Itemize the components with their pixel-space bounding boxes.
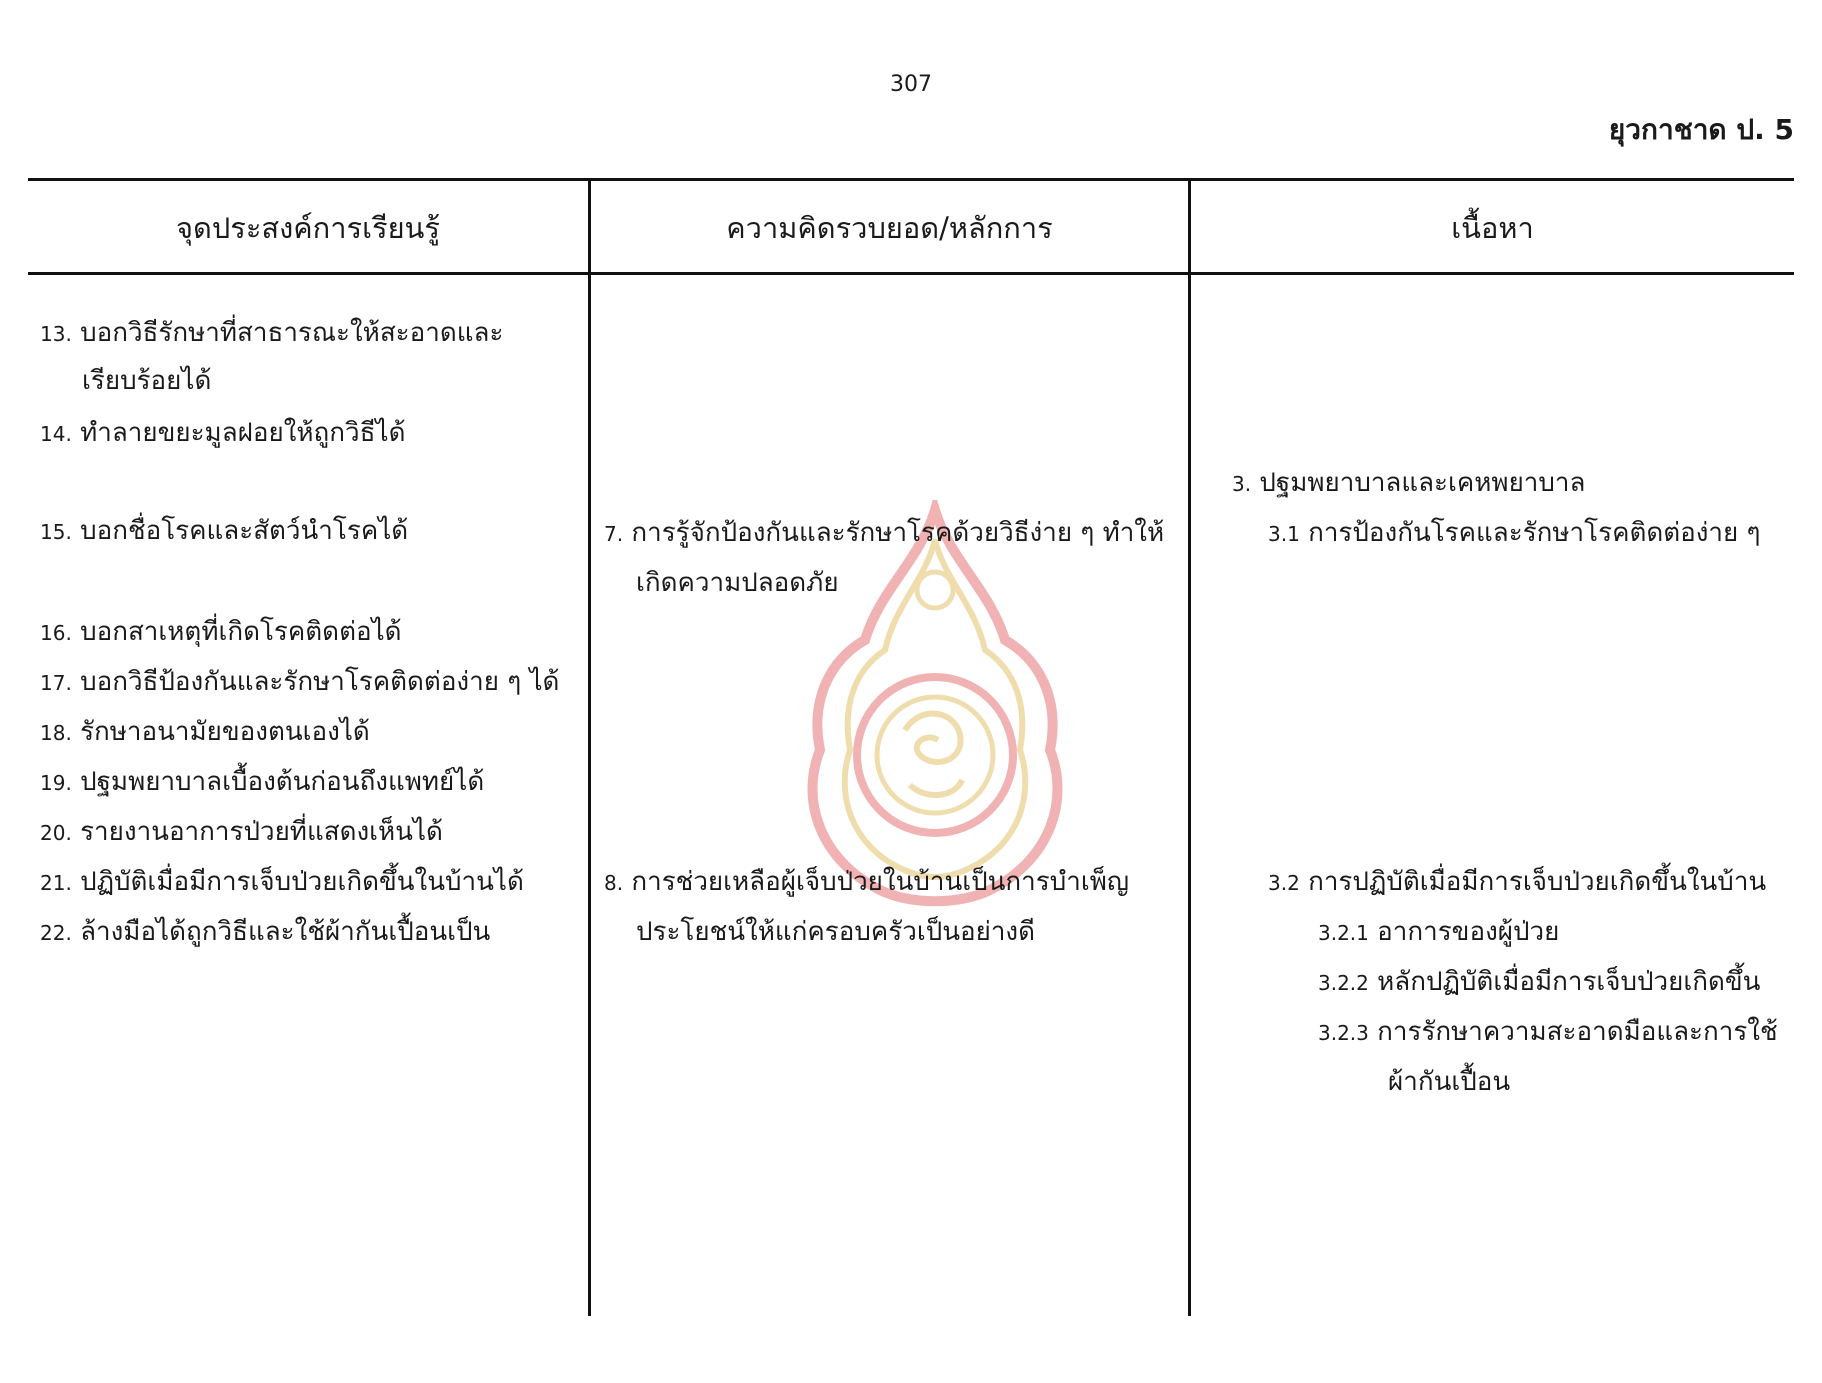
content-line: 3.2.2 หลักปฏิบัติเมื่อมีการเจ็บป่วยเกิดขึ้น [1318, 967, 1761, 997]
objective-line: 18. รักษาอนามัยของตนเองได้ [40, 717, 370, 747]
header-concepts: ความคิดรวบยอด/หลักการ [726, 211, 1053, 245]
page-number: 307 [890, 72, 932, 97]
concept-line: ประโยชน์ให้แก่ครอบครัวเป็นอย่างดี [636, 917, 1036, 947]
objective-line: 22. ล้างมือได้ถูกวิธีและใช้ผ้ากันเปื้อนเป็น [40, 917, 491, 947]
objective-line: 14. ทำลายขยะมูลฝอยให้ถูกวิธีได้ [40, 418, 406, 448]
table-header-rule [28, 272, 1794, 275]
concept-line: เกิดความปลอดภัย [636, 568, 839, 598]
seal-watermark [770, 500, 1100, 920]
subject-title: ยุวกาชาด ป. 5 [1608, 113, 1794, 146]
objective-line: 20. รายงานอาการป่วยที่แสดงเห็นได้ [40, 817, 443, 847]
header-objectives: จุดประสงค์การเรียนรู้ [176, 211, 440, 245]
objective-line: 15. บอกชื่อโรคและสัตว์นำโรคได้ [40, 516, 409, 546]
objective-line: 19. ปฐมพยาบาลเบื้องต้นก่อนถึงแพทย์ได้ [40, 767, 485, 797]
content-line: ผ้ากันเปื้อน [1388, 1067, 1511, 1097]
concept-line: 7. การรู้จักป้องกันและรักษาโรคด้วยวิธีง่าย ๆ ทำให้ [604, 518, 1165, 548]
content-line: 3.1 การป้องกันโรคและรักษาโรคติดต่อง่าย ๆ [1268, 518, 1761, 548]
concept-line: 8. การช่วยเหลือผู้เจ็บป่วยในบ้านเป็นการบำเพ็ญ [604, 867, 1130, 897]
column-divider-2 [1188, 178, 1191, 1316]
objective-line: 13. บอกวิธีรักษาที่สาธารณะให้สะอาดและ [40, 318, 504, 348]
content-line: 3. ปฐมพยาบาลและเคหพยาบาล [1232, 468, 1586, 498]
table-top-rule [28, 178, 1794, 181]
objective-line: 21. ปฏิบัติเมื่อมีการเจ็บป่วยเกิดขึ้นในบ้านได้ [40, 867, 524, 897]
content-line: 3.2.1 อาการของผู้ป่วย [1318, 917, 1560, 947]
content-line: 3.2.3 การรักษาความสะอาดมือและการใช้ [1318, 1017, 1778, 1047]
content-line: 3.2 การปฏิบัติเมื่อมีการเจ็บป่วยเกิดขึ้นในบ้าน [1268, 867, 1767, 897]
column-divider-1 [588, 178, 591, 1316]
objective-line: 16. บอกสาเหตุที่เกิดโรคติดต่อได้ [40, 617, 402, 647]
objective-line: เรียบร้อยได้ [82, 366, 212, 396]
objective-line: 17. บอกวิธีป้องกันและรักษาโรคติดต่อง่าย ๆ ได้ [40, 667, 560, 697]
header-contents: เนื้อหา [1451, 211, 1534, 245]
